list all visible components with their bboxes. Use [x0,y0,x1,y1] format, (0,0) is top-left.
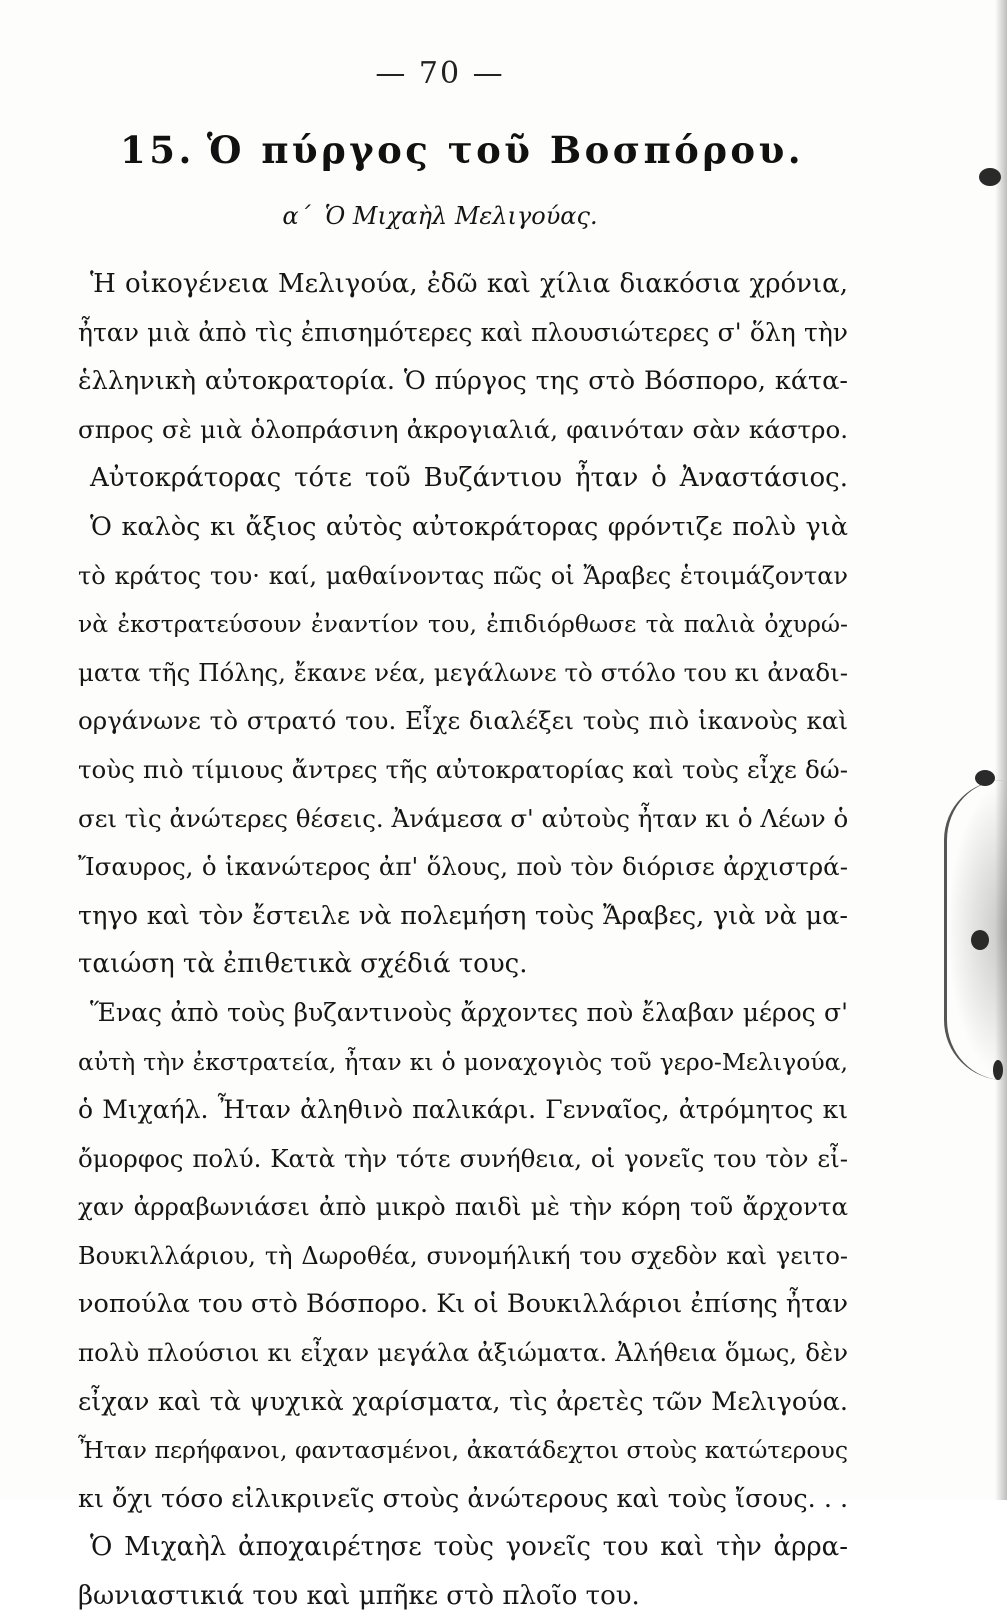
text-line: σει τὶς ἀνώτερες θέσεις. Ἀνάμεσα σ' αὐτοὺς ἦταν κι ὁ Λέων ὁ [78,803,849,833]
text-line: αὐτὴ τὴν ἐκστρατεία, ἦταν κι ὁ μοναχογιὸς τοῦ γερο-Μελιγούα, [78,1047,848,1076]
ink-smudge [993,1060,1003,1080]
text-line: Αὐτοκράτορας τότε τοῦ Βυζάντιου ἦταν ὁ Ἀναστάσιος. [90,463,848,494]
text-line: Ἕνας ἀπὸ τοὺς βυζαντινοὺς ἄρχοντες ποὺ ἔλαβαν μέρος σ' [90,997,848,1027]
text-line: νοπούλα του στὸ Βόσπορο. Κι οἱ Βουκιλλάριοι ἐπίσης ἦταν [78,1289,848,1320]
chapter-title-text: Ὁ πύργος τοῦ Βοσπόρου. [206,128,805,172]
ink-smudge [979,168,1001,186]
text-line: Ὁ καλὸς κι ἄξιος αὐτὸς αὐτοκράτορας φρόντιζε πολὺ γιὰ [90,511,848,542]
text-line: Ἦταν περήφανοι, φαντασμένοι, ἀκατάδεχτοι στοὺς κατώτερους [78,1436,848,1465]
chapter-number: 15. [120,128,195,172]
section-title: Ὁ Μιχαὴλ Μελιγούας. [324,202,598,230]
text-line: εἶχαν καὶ τὰ ψυχικὰ χαρίσματα, τὶς ἀρετὲς τῶν Μελιγούα. [78,1386,848,1417]
text-line: πολὺ πλούσιοι κι εἶχαν μεγάλα ἀξιώματα. Ἀλήθεια ὅμως, δὲν [78,1338,848,1368]
text-line: ταιώση τὰ ἐπιθετικὰ σχέδιά τους. [78,949,528,980]
section-letter: α΄ [282,202,311,230]
body-text [78,260,848,1621]
page-number: — 70 — [375,56,505,91]
section-subtitle [0,202,880,230]
ink-smudge [975,770,995,786]
text-line: χαν ἀρραβωνιάσει ἀπὸ μικρὸ παιδὶ μὲ τὴν κόρη τοῦ ἄρχοντα [78,1192,848,1222]
text-line: ἑλληνικὴ αὐτοκρατορία. Ὁ πύργος της στὸ Βόσπορο, κάτα- [78,366,848,397]
text-line: ὁ Μιχαήλ. Ἦταν ἀληθινὸ παλικάρι. Γενναῖος, ἀτρόμητος κι [78,1095,848,1125]
text-line: οργάνωνε τὸ στρατό του. Εἶχε διαλέξει τοὺς πιὸ ἱκανοὺς καὶ [78,706,848,736]
page-edge-shadow [995,0,1007,1500]
text-line: Ἴσαυρος, ὁ ἱκανώτερος ἀπ' ὅλους, ποὺ τὸν διόρισε ἀρχιστρά- [78,852,848,882]
text-line: βωνιαστικιά του καὶ μπῆκε στὸ πλοῖο του. [78,1581,640,1612]
text-line: ματα τῆς Πόλης, ἔκανε νέα, μεγάλωνε τὸ στόλο του κι ἀναδι- [78,657,848,687]
text-line: τὸ κράτος του· καί, μαθαίνοντας πῶς οἱ Ἄραβες ἑτοιμάζονταν [78,561,848,590]
text-line: σπρος σὲ μιὰ ὁλοπράσινη ἀκρογιαλιά, φαινόταν σὰν κάστρο. [78,414,848,444]
text-line: τηγο καὶ τὸν ἔστειλε νὰ πολεμήση τοὺς Ἄραβες, γιὰ νὰ μα- [78,900,848,931]
text-line: ὄμορφος πολύ. Κατὰ τὴν τότε συνήθεια, οἱ γονεῖς του τὸν εἶ- [78,1143,848,1173]
text-line: Ὁ Μιχαὴλ ἀποχαιρέτησε τοὺς γονεῖς του καὶ τὴν ἀρρα- [90,1532,848,1563]
text-line: νὰ ἐκστρατεύσουν ἐναντίον του, ἐπιδιόρθωσε τὰ παλιὰ ὀχυρώ- [78,610,848,639]
text-line: κι ὄχι τόσο εἰλικρινεῖς στοὺς ἀνώτερους καὶ τοὺς ἴσους. . . [78,1483,849,1514]
chapter-title [120,128,805,172]
text-line: τοὺς πιὸ τίμιους ἄντρες τῆς αὐτοκρατορίας καὶ τοὺς εἶχε δώ- [78,754,848,784]
text-line: Βουκιλλάριου, τὴ Δωροθέα, συνομήλική του σχεδὸν καὶ γειτο- [78,1241,848,1270]
ink-smudge [971,930,989,950]
text-line: Ἡ οἰκογένεια Μελιγούα, ἐδῶ καὶ χίλια διακόσια χρόνια, [90,269,848,299]
text-line: ἦταν μιὰ ἀπὸ τὶς ἐπισημότερες καὶ πλουσιώτερες σ' ὅλη τὴν [78,317,848,347]
